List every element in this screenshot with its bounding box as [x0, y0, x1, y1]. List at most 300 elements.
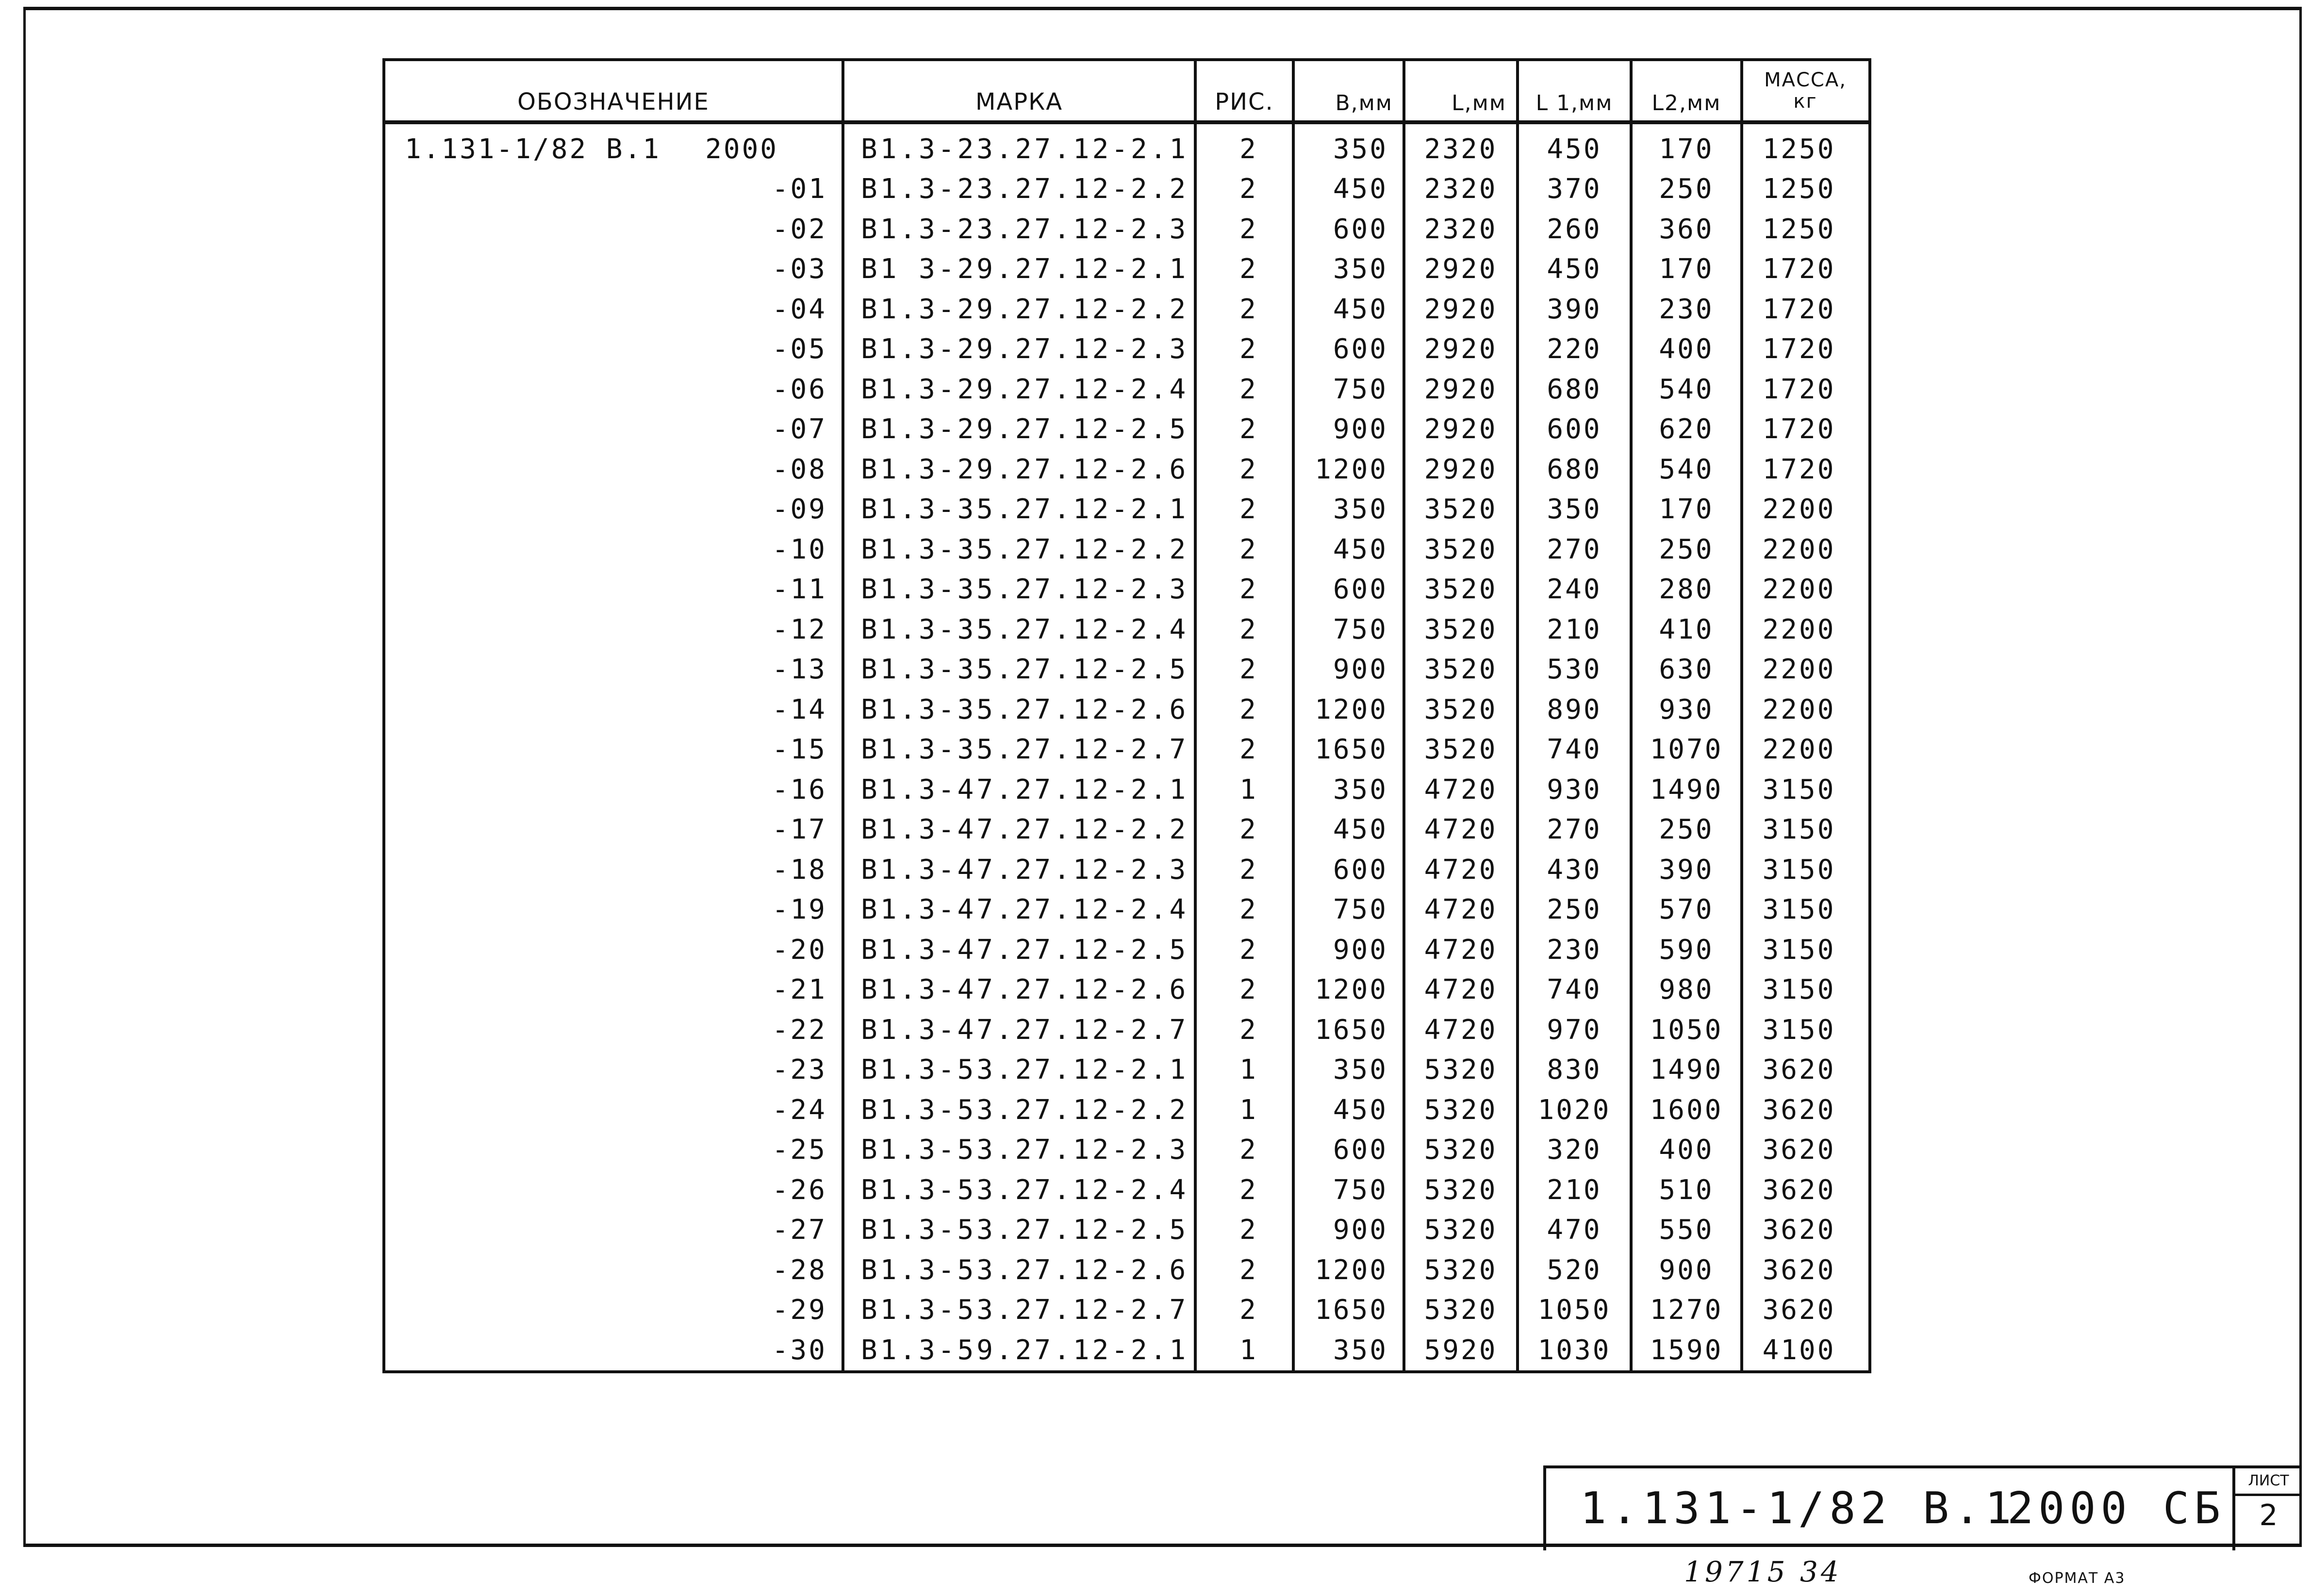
cell-b: 1200 — [1315, 693, 1388, 725]
cell-figure: 2 — [1239, 413, 1258, 445]
cell-designation: -25 — [772, 1134, 827, 1166]
cell-mass: 2200 — [1762, 654, 1836, 686]
cell-l: 3520 — [1424, 574, 1498, 606]
cell-l1: 320 — [1547, 1134, 1602, 1166]
cell-mark: В1.3-35.27.12-2.1 — [861, 494, 1189, 526]
table-row — [385, 1010, 1868, 1050]
cell-figure: 1 — [1239, 1094, 1258, 1126]
cell-b: 350 — [1333, 133, 1388, 165]
cell-l: 2920 — [1424, 373, 1498, 405]
cell-figure: 2 — [1239, 654, 1258, 686]
cell-l1: 220 — [1547, 333, 1602, 365]
cell-l: 2920 — [1424, 253, 1498, 285]
cell-l2: 1490 — [1650, 773, 1723, 806]
cell-mark: В1.3-23.27.12-2.1 — [861, 133, 1189, 165]
cell-l1: 530 — [1547, 654, 1602, 686]
cell-mass: 3150 — [1762, 854, 1836, 886]
cell-b: 350 — [1333, 773, 1388, 806]
cell-mark: В1.3-35.27.12-2.7 — [861, 734, 1189, 766]
cell-l1: 260 — [1547, 213, 1602, 245]
cell-figure: 2 — [1239, 494, 1258, 526]
table-row — [385, 850, 1868, 890]
cell-designation: -18 — [772, 854, 827, 886]
cell-designation: -16 — [772, 773, 827, 806]
cell-mass: 3620 — [1762, 1094, 1836, 1126]
table-row — [385, 449, 1868, 490]
cell-l: 5320 — [1424, 1254, 1498, 1286]
table-row — [385, 529, 1868, 570]
cell-mass: 1720 — [1762, 453, 1836, 485]
cell-mass: 3150 — [1762, 894, 1836, 926]
table-row — [385, 209, 1868, 249]
cell-designation: -03 — [772, 253, 827, 285]
cell-mass: 3150 — [1762, 934, 1836, 966]
cell-b: 450 — [1333, 293, 1388, 325]
cell-l2: 250 — [1659, 814, 1714, 846]
cell-designation: -04 — [772, 293, 827, 325]
cell-l: 4720 — [1424, 974, 1498, 1006]
cell-l: 3520 — [1424, 494, 1498, 526]
table-row — [385, 410, 1868, 450]
cell-l: 2320 — [1424, 173, 1498, 205]
cell-b: 450 — [1333, 814, 1388, 846]
cell-b: 900 — [1333, 934, 1388, 966]
document-code: 1.131-1/82 В.1 — [1580, 1483, 2016, 1534]
cell-l: 5320 — [1424, 1054, 1498, 1086]
cell-l1: 470 — [1547, 1214, 1602, 1246]
cell-l: 5320 — [1424, 1294, 1498, 1326]
cell-l2: 410 — [1659, 613, 1714, 645]
table-row — [385, 1330, 1868, 1370]
cell-mass: 2200 — [1762, 734, 1836, 766]
cell-b: 750 — [1333, 894, 1388, 926]
cell-mark: В1.3-47.27.12-2.2 — [861, 814, 1189, 846]
handwritten-note: 19715 34 — [1684, 1555, 1842, 1588]
table-row — [385, 810, 1868, 850]
table-row — [385, 329, 1868, 370]
cell-mark: В1 3-29.27.12-2.1 — [861, 253, 1189, 285]
cell-b: 1650 — [1315, 734, 1388, 766]
cell-l: 5320 — [1424, 1174, 1498, 1206]
cell-mass: 2200 — [1762, 574, 1836, 606]
cell-designation: -27 — [772, 1214, 827, 1246]
cell-figure: 2 — [1239, 974, 1258, 1006]
cell-mass: 4100 — [1762, 1334, 1836, 1366]
cell-l2: 250 — [1659, 533, 1714, 565]
cell-mass: 2200 — [1762, 494, 1836, 526]
cell-mass: 1720 — [1762, 253, 1836, 285]
cell-b: 750 — [1333, 613, 1388, 645]
cell-l2: 280 — [1659, 574, 1714, 606]
cell-figure: 2 — [1239, 1134, 1258, 1166]
sheet-number: 2 — [2259, 1498, 2278, 1532]
cell-l1: 210 — [1547, 1174, 1602, 1206]
cell-l2: 360 — [1659, 213, 1714, 245]
cell-mark: В1.3-47.27.12-2.7 — [861, 1014, 1189, 1046]
cell-figure: 1 — [1239, 1334, 1258, 1366]
cell-b: 1650 — [1315, 1294, 1388, 1326]
cell-designation: -08 — [772, 453, 827, 485]
cell-l: 2920 — [1424, 453, 1498, 485]
table-row — [385, 1170, 1868, 1210]
cell-figure: 2 — [1239, 1174, 1258, 1206]
cell-l: 4720 — [1424, 773, 1498, 806]
designation-prefix: 1.131-1/82 В.1 — [405, 133, 661, 165]
cell-b: 900 — [1333, 1214, 1388, 1246]
cell-mass: 3620 — [1762, 1254, 1836, 1286]
cell-l2: 1050 — [1650, 1014, 1723, 1046]
cell-figure: 2 — [1239, 253, 1258, 285]
table-row — [385, 169, 1868, 210]
cell-l: 3520 — [1424, 654, 1498, 686]
cell-l1: 450 — [1547, 253, 1602, 285]
cell-figure: 2 — [1239, 1254, 1258, 1286]
cell-l2: 630 — [1659, 654, 1714, 686]
cell-l: 4720 — [1424, 894, 1498, 926]
cell-l2: 390 — [1659, 854, 1714, 886]
cell-l: 3520 — [1424, 693, 1498, 725]
cell-mark: В1.3-29.27.12-2.6 — [861, 453, 1189, 485]
cell-l2: 540 — [1659, 373, 1714, 405]
cell-l1: 520 — [1547, 1254, 1602, 1286]
cell-designation: -13 — [772, 654, 827, 686]
cell-designation: -17 — [772, 814, 827, 846]
cell-figure: 2 — [1239, 133, 1258, 165]
cell-b: 350 — [1333, 494, 1388, 526]
cell-figure: 2 — [1239, 934, 1258, 966]
cell-l2: 980 — [1659, 974, 1714, 1006]
cell-l2: 170 — [1659, 253, 1714, 285]
cell-mass: 1720 — [1762, 413, 1836, 445]
cell-mass: 1250 — [1762, 213, 1836, 245]
cell-figure: 2 — [1239, 814, 1258, 846]
cell-designation: -01 — [772, 173, 827, 205]
cell-l1: 430 — [1547, 854, 1602, 886]
specification-table — [382, 58, 1871, 1373]
cell-mass: 3620 — [1762, 1134, 1836, 1166]
cell-l2: 570 — [1659, 894, 1714, 926]
cell-b: 1200 — [1315, 453, 1388, 485]
cell-l1: 230 — [1547, 934, 1602, 966]
cell-b: 350 — [1333, 1334, 1388, 1366]
cell-l2: 590 — [1659, 934, 1714, 966]
cell-mass: 3620 — [1762, 1054, 1836, 1086]
cell-mass: 3150 — [1762, 814, 1836, 846]
cell-l2: 510 — [1659, 1174, 1714, 1206]
cell-l2: 170 — [1659, 494, 1714, 526]
cell-l: 5920 — [1424, 1334, 1498, 1366]
cell-figure: 1 — [1239, 773, 1258, 806]
cell-designation: -07 — [772, 413, 827, 445]
cell-mark: В1.3-29.27.12-2.2 — [861, 293, 1189, 325]
cell-mark: В1.3-47.27.12-2.5 — [861, 934, 1189, 966]
cell-mass: 2200 — [1762, 533, 1836, 565]
cell-b: 600 — [1333, 213, 1388, 245]
table-row — [385, 970, 1868, 1010]
cell-designation: -24 — [772, 1094, 827, 1126]
header-mass-line1: МАССА, — [1764, 69, 1847, 91]
cell-l1: 210 — [1547, 613, 1602, 645]
header-l: L,мм — [1452, 91, 1506, 115]
cell-mass: 2200 — [1762, 613, 1836, 645]
cell-l1: 930 — [1547, 773, 1602, 806]
cell-b: 450 — [1333, 1094, 1388, 1126]
cell-mark: В1.3-35.27.12-2.3 — [861, 574, 1189, 606]
cell-mass: 1720 — [1762, 333, 1836, 365]
cell-designation: -28 — [772, 1254, 827, 1286]
cell-mass: 1250 — [1762, 133, 1836, 165]
cell-mark: В1.3-47.27.12-2.3 — [861, 854, 1189, 886]
cell-mass: 3150 — [1762, 974, 1836, 1006]
cell-l1: 1020 — [1537, 1094, 1611, 1126]
cell-mark: В1.3-35.27.12-2.6 — [861, 693, 1189, 725]
cell-designation: -14 — [772, 693, 827, 725]
cell-designation: -09 — [772, 494, 827, 526]
table-row — [385, 490, 1868, 530]
cell-l2: 250 — [1659, 173, 1714, 205]
cell-mass: 3620 — [1762, 1294, 1836, 1326]
cell-b: 1200 — [1315, 1254, 1388, 1286]
cell-l1: 390 — [1547, 293, 1602, 325]
sheet-box — [2232, 1465, 2302, 1550]
cell-mark: В1.3-53.27.12-2.7 — [861, 1294, 1189, 1326]
table-row — [385, 369, 1868, 410]
cell-figure: 2 — [1239, 574, 1258, 606]
cell-b: 750 — [1333, 1174, 1388, 1206]
header-b: B,мм — [1335, 91, 1393, 115]
cell-l: 2920 — [1424, 413, 1498, 445]
cell-l1: 270 — [1547, 814, 1602, 846]
table-row — [385, 1130, 1868, 1170]
cell-mark: В1.3-47.27.12-2.6 — [861, 974, 1189, 1006]
cell-figure: 2 — [1239, 333, 1258, 365]
cell-figure: 1 — [1239, 1054, 1258, 1086]
cell-designation: -05 — [772, 333, 827, 365]
header-designation: ОБОЗНАЧЕНИЕ — [517, 88, 710, 115]
table-row — [385, 650, 1868, 690]
header-l1: L 1,мм — [1535, 91, 1613, 115]
cell-figure: 2 — [1239, 734, 1258, 766]
cell-l: 2320 — [1424, 213, 1498, 245]
header-mass-line2: кг — [1793, 90, 1817, 113]
cell-mass: 1250 — [1762, 173, 1836, 205]
cell-l: 5320 — [1424, 1094, 1498, 1126]
cell-l2: 1270 — [1650, 1294, 1723, 1326]
cell-l1: 370 — [1547, 173, 1602, 205]
table-row — [385, 730, 1868, 770]
cell-l2: 900 — [1659, 1254, 1714, 1286]
cell-l2: 930 — [1659, 693, 1714, 725]
cell-designation: -22 — [772, 1014, 827, 1046]
cell-l1: 1050 — [1537, 1294, 1611, 1326]
cell-mark: В1.3-29.27.12-2.3 — [861, 333, 1189, 365]
cell-l: 2320 — [1424, 133, 1498, 165]
cell-b: 600 — [1333, 854, 1388, 886]
cell-mark: В1.3-53.27.12-2.5 — [861, 1214, 1189, 1246]
cell-l1: 600 — [1547, 413, 1602, 445]
table-row — [385, 1210, 1868, 1250]
cell-l: 5320 — [1424, 1134, 1498, 1166]
cell-l: 4720 — [1424, 854, 1498, 886]
cell-mark: В1.3-35.27.12-2.2 — [861, 533, 1189, 565]
cell-figure: 2 — [1239, 533, 1258, 565]
table-row — [385, 1090, 1868, 1130]
cell-designation — [405, 129, 842, 169]
cell-b: 600 — [1333, 574, 1388, 606]
cell-designation: -26 — [772, 1174, 827, 1206]
cell-l1: 450 — [1547, 133, 1602, 165]
cell-l1: 830 — [1547, 1054, 1602, 1086]
cell-figure: 2 — [1239, 173, 1258, 205]
cell-mark: В1.3-29.27.12-2.5 — [861, 413, 1189, 445]
cell-designation: -29 — [772, 1294, 827, 1326]
cell-l: 4720 — [1424, 1014, 1498, 1046]
cell-l1: 240 — [1547, 574, 1602, 606]
cell-figure: 2 — [1239, 854, 1258, 886]
cell-designation: -11 — [772, 574, 827, 606]
cell-figure: 2 — [1239, 213, 1258, 245]
table-row — [385, 770, 1868, 810]
title-block — [1543, 1465, 2232, 1550]
cell-designation: -30 — [772, 1334, 827, 1366]
table-row — [385, 1250, 1868, 1290]
format-label: ФОРМАТ А3 — [2029, 1570, 2126, 1587]
cell-l2: 1490 — [1650, 1054, 1723, 1086]
table-row — [385, 1290, 1868, 1331]
cell-figure: 2 — [1239, 613, 1258, 645]
cell-mark: В1.3-35.27.12-2.4 — [861, 613, 1189, 645]
cell-b: 900 — [1333, 413, 1388, 445]
cell-l1: 1030 — [1537, 1334, 1611, 1366]
cell-l1: 970 — [1547, 1014, 1602, 1046]
cell-b: 600 — [1333, 1134, 1388, 1166]
cell-mass: 3150 — [1762, 773, 1836, 806]
cell-l2: 1590 — [1650, 1334, 1723, 1366]
header-l2: L2,мм — [1651, 91, 1721, 115]
cell-l2: 400 — [1659, 333, 1714, 365]
cell-figure: 2 — [1239, 1014, 1258, 1046]
table-row — [385, 890, 1868, 930]
cell-l2: 170 — [1659, 133, 1714, 165]
cell-l: 3520 — [1424, 734, 1498, 766]
cell-b: 450 — [1333, 533, 1388, 565]
cell-l2: 230 — [1659, 293, 1714, 325]
cell-designation: -12 — [772, 613, 827, 645]
table-row — [385, 1050, 1868, 1090]
cell-l1: 680 — [1547, 453, 1602, 485]
cell-designation: -02 — [772, 213, 827, 245]
cell-mark: В1.3-29.27.12-2.4 — [861, 373, 1189, 405]
cell-l: 4720 — [1424, 934, 1498, 966]
cell-mark: В1.3-53.27.12-2.1 — [861, 1054, 1189, 1086]
cell-designation: -15 — [772, 734, 827, 766]
cell-figure: 2 — [1239, 1294, 1258, 1326]
table-row — [385, 570, 1868, 610]
cell-l2: 550 — [1659, 1214, 1714, 1246]
header-mark: МАРКА — [975, 88, 1063, 115]
table-row — [385, 609, 1868, 650]
cell-mark: В1.3-47.27.12-2.4 — [861, 894, 1189, 926]
cell-mass: 1720 — [1762, 373, 1836, 405]
table-row — [385, 129, 1868, 169]
table-row — [385, 289, 1868, 329]
cell-l2: 1600 — [1650, 1094, 1723, 1126]
cell-l: 2920 — [1424, 333, 1498, 365]
cell-b: 1200 — [1315, 974, 1388, 1006]
cell-mark: В1.3-23.27.12-2.3 — [861, 213, 1189, 245]
cell-mass: 3620 — [1762, 1174, 1836, 1206]
cell-l: 3520 — [1424, 533, 1498, 565]
cell-designation: -21 — [772, 974, 827, 1006]
cell-mark: В1.3-47.27.12-2.1 — [861, 773, 1189, 806]
header-mass — [1743, 61, 1867, 120]
cell-l1: 350 — [1547, 494, 1602, 526]
cell-figure: 2 — [1239, 894, 1258, 926]
cell-mark: В1.3-53.27.12-2.2 — [861, 1094, 1189, 1126]
cell-b: 750 — [1333, 373, 1388, 405]
cell-mark: В1.3-53.27.12-2.3 — [861, 1134, 1189, 1166]
cell-l: 4720 — [1424, 814, 1498, 846]
designation-suffix: 2000 — [705, 133, 778, 165]
cell-l2: 540 — [1659, 453, 1714, 485]
sheet-label: ЛИСТ — [2235, 1468, 2302, 1496]
cell-mass: 3620 — [1762, 1214, 1836, 1246]
cell-l1: 740 — [1547, 974, 1602, 1006]
cell-l1: 250 — [1547, 894, 1602, 926]
cell-mass: 2200 — [1762, 693, 1836, 725]
cell-l1: 740 — [1547, 734, 1602, 766]
cell-mass: 1720 — [1762, 293, 1836, 325]
cell-b: 450 — [1333, 173, 1388, 205]
cell-figure: 2 — [1239, 453, 1258, 485]
header-figure: РИС. — [1215, 88, 1274, 115]
cell-l1: 270 — [1547, 533, 1602, 565]
table-row — [385, 690, 1868, 730]
cell-designation: -20 — [772, 934, 827, 966]
cell-figure: 2 — [1239, 373, 1258, 405]
cell-b: 900 — [1333, 654, 1388, 686]
cell-designation: -10 — [772, 533, 827, 565]
cell-l: 3520 — [1424, 613, 1498, 645]
cell-l1: 680 — [1547, 373, 1602, 405]
cell-designation: -23 — [772, 1054, 827, 1086]
cell-mass: 3150 — [1762, 1014, 1836, 1046]
cell-figure: 2 — [1239, 1214, 1258, 1246]
cell-figure: 2 — [1239, 293, 1258, 325]
document-number: 2000 СБ — [2007, 1483, 2226, 1534]
table-row — [385, 249, 1868, 290]
cell-l2: 400 — [1659, 1134, 1714, 1166]
header-divider — [385, 120, 1868, 124]
cell-figure: 2 — [1239, 693, 1258, 725]
cell-designation: -19 — [772, 894, 827, 926]
cell-l: 2920 — [1424, 293, 1498, 325]
cell-l: 5320 — [1424, 1214, 1498, 1246]
cell-mark: В1.3-59.27.12-2.1 — [861, 1334, 1189, 1366]
cell-l2: 620 — [1659, 413, 1714, 445]
cell-b: 600 — [1333, 333, 1388, 365]
table-row — [385, 930, 1868, 970]
cell-mark: В1.3-53.27.12-2.4 — [861, 1174, 1189, 1206]
cell-b: 350 — [1333, 253, 1388, 285]
cell-b: 350 — [1333, 1054, 1388, 1086]
cell-b: 1650 — [1315, 1014, 1388, 1046]
cell-mark: В1.3-35.27.12-2.5 — [861, 654, 1189, 686]
cell-l2: 1070 — [1650, 734, 1723, 766]
cell-mark: В1.3-53.27.12-2.6 — [861, 1254, 1189, 1286]
cell-l1: 890 — [1547, 693, 1602, 725]
cell-mark: В1.3-23.27.12-2.2 — [861, 173, 1189, 205]
